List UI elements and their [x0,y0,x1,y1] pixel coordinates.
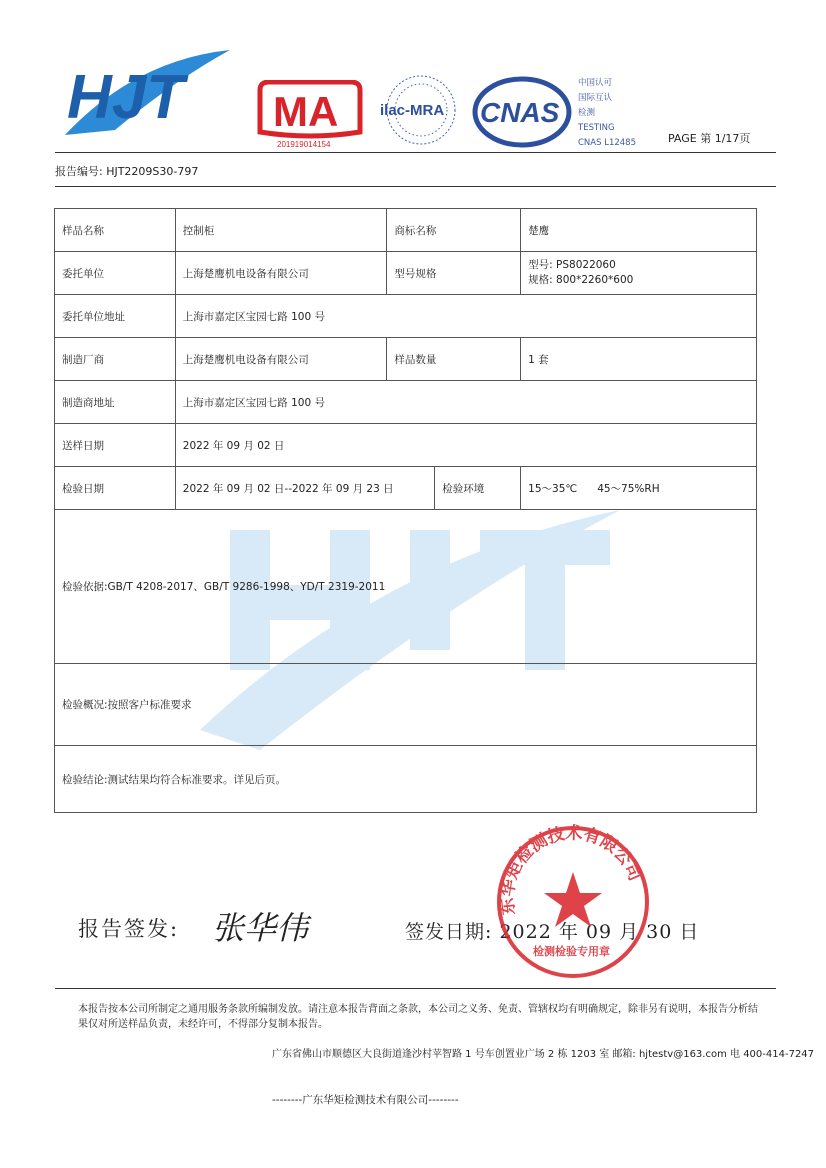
sample-name-value: 控制柜 [175,209,387,252]
quantity-value: 1 套 [521,338,757,381]
table-row [55,295,757,338]
footer-rule [55,988,776,989]
test-date-label: 检验日期 [55,467,176,510]
footer-company: --------广东华矩检测技术有限公司-------- [272,1094,459,1106]
trademark-label: 商标名称 [387,209,521,252]
test-overview: 检验概况:按照客户标准要求 [55,664,757,746]
table-row [55,209,757,252]
disclaimer-text: 本报告按本公司所制定之通用服务条款所编制发放。请注意本报告背面之条款，本公司之义务、免责、管辖权均有明确规定，除非另有说明，本报告分析结果仅对所送样品负责，未经许可，不得部分复制本报告。 [78,1004,758,1030]
environment-label: 检验环境 [435,467,521,510]
issue-date: 签发日期: 2022 年 09 月 30 日 [405,921,700,943]
manufacturer-address-label: 制造商地址 [55,381,176,424]
client-label: 委托单位 [55,252,176,295]
test-date-value: 2022 年 09 月 02 日--2022 年 09 月 23 日 [175,467,435,510]
hjt-logo-text: HJT [67,63,185,132]
sample-name-label: 样品名称 [55,209,176,252]
cma-number: 201919014154 [277,140,331,149]
test-conclusion: 检验结论:测试结果均符合标准要求。详见后页。 [55,746,757,813]
company-seal [493,822,653,982]
ilac-mra-logo [376,72,466,150]
table-row [55,424,757,467]
table-row [55,467,757,510]
svg-text:MA: MA [273,88,339,135]
table-row [55,252,757,295]
manufacturer-value: 上海楚鹰机电设备有限公司 [175,338,387,381]
table-row [55,338,757,381]
svg-text:检测检验专用章: 检测检验专用章 [533,945,610,958]
client-address-value: 上海市嘉定区宝园七路 100 号 [175,295,756,338]
table-row [55,746,757,813]
table-row [55,510,757,664]
handwritten-signature [210,895,330,955]
client-value: 上海楚鹰机电设备有限公司 [175,252,387,295]
cma-logo [255,80,365,150]
environment-value: 15～35℃ 45～75%RH [521,467,757,510]
cnas-logo [472,76,572,148]
seal-star-icon [544,872,602,927]
model-label: 型号规格 [387,252,521,295]
signature-label: 报告签发: [78,917,180,941]
delivery-date-value: 2022 年 09 月 02 日 [175,424,756,467]
hjt-logo [55,40,235,150]
client-address-label: 委托单位地址 [55,295,176,338]
quantity-label: 样品数量 [387,338,521,381]
svg-text:ilac-MRA: ilac-MRA [380,102,445,119]
page-number: PAGE 第 1/17页 [668,132,751,145]
svg-text:张华伟: 张华伟 [212,909,309,947]
header-rule [55,152,776,153]
manufacturer-address-value: 上海市嘉定区宝园七路 100 号 [175,381,756,424]
test-basis: 检验依据:GB/T 4208-2017、GB/T 9286-1998、YD/T 2319-2011 [55,510,757,664]
table-row [55,381,757,424]
model-value: 型号: PS8022060 规格: 800*2260*600 [521,252,757,295]
svg-text:东华矩检测技术有限公司: 东华矩检测技术有限公司 [497,823,645,916]
manufacturer-label: 制造厂商 [55,338,176,381]
cnas-accreditation-text: 中国认可 国际互认 检测 TESTING CNAS L12485 [578,78,636,148]
report-number: 报告编号: HJT2209S30-797 [55,165,199,178]
svg-text:CNAS: CNAS [480,97,560,128]
trademark-value: 楚鹰 [521,209,757,252]
delivery-date-label: 送样日期 [55,424,176,467]
company-address: 广东省佛山市顺德区大良街道逢沙村苹智路 1 号车创置业广场 2 栋 1203 室 邮箱: hjtestv@163.com 电 400-414-7247 [272,1049,815,1060]
table-row [55,664,757,746]
report-info-table [54,208,757,813]
report-number-rule [55,186,776,187]
